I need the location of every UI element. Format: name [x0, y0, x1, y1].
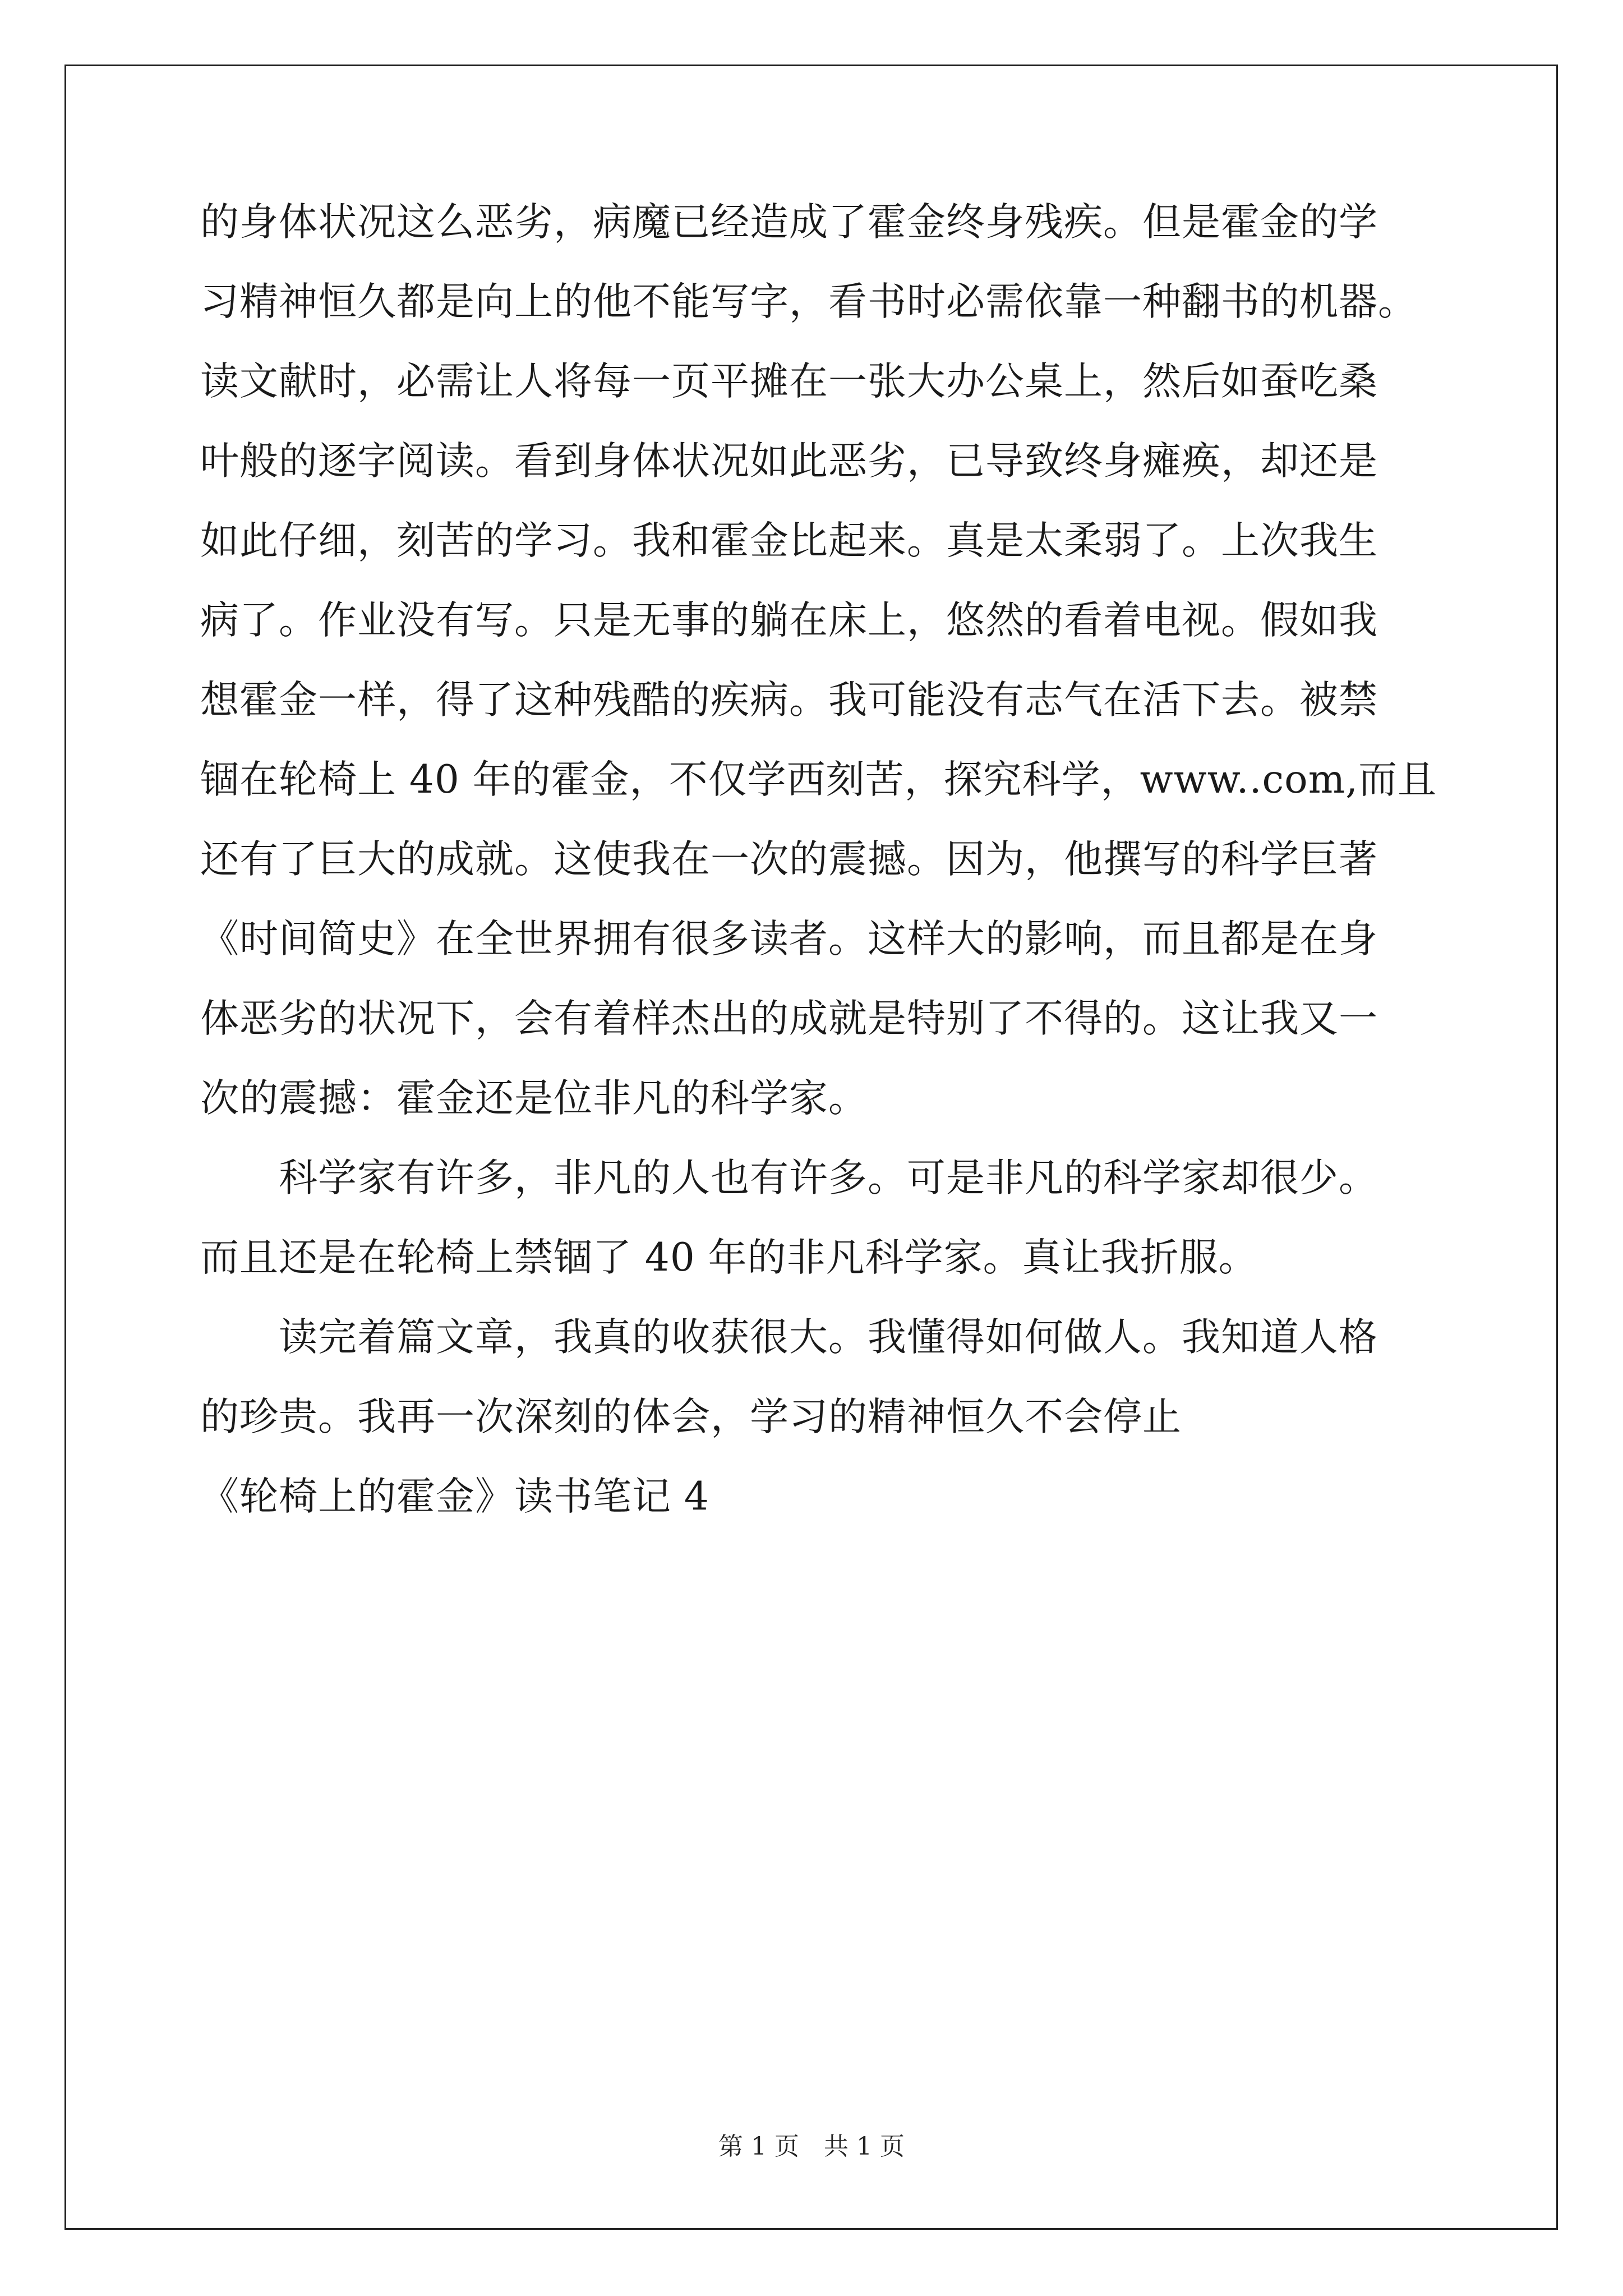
text-line: 病了。作业没有写。只是无事的躺在床上，悠然的看着电视。假如我: [200, 598, 1378, 643]
text-line: 而且还是在轮椅上禁锢了 40 年的非凡科学家。真让我折服。: [200, 1235, 1258, 1280]
text-line: 的珍贵。我再一次深刻的体会，学习的精神恒久不会停止: [200, 1395, 1182, 1439]
page-number-footer: 第 1 页 共 1 页: [718, 2132, 905, 2161]
text-line: 叶般的逐字阅读。看到身体状况如此恶劣，已导致终身瘫痪，却还是: [200, 439, 1378, 484]
text-line: 想霍金一样，得了这种残酷的疾病。我可能没有志气在活下去。被禁: [200, 678, 1378, 723]
document-body: [200, 202, 1445, 1556]
paragraph-start-line: 科学家有许多，非凡的人也有许多。可是非凡的科学家却很少。: [200, 1156, 1378, 1200]
paragraph-start-line: 读完着篇文章，我真的收获很大。我懂得如何做人。我知道人格: [200, 1315, 1378, 1360]
text-line: 的身体状况这么恶劣，病魔已经造成了霍金终身残疾。但是霍金的学: [200, 200, 1378, 245]
text-line: 习精神恒久都是向上的他不能写字，看书时必需依靠一种翻书的机器。: [200, 279, 1417, 324]
text-line: 体恶劣的状况下，会有着样杰出的成就是特别了不得的。这让我又一: [200, 996, 1378, 1041]
text-line: 次的震撼：霍金还是位非凡的科学家。: [200, 1076, 868, 1121]
text-line: 《时间简史》在全世界拥有很多读者。这样大的影响，而且都是在身: [200, 917, 1378, 961]
text-line: 如此仔细，刻苦的学习。我和霍金比起来。真是太柔弱了。上次我生: [200, 518, 1378, 563]
text-line: 锢在轮椅上 40 年的霍金，不仅学西刻苦，探究科学，www..com,而且: [200, 757, 1437, 802]
text-line: 读文献时，必需让人将每一页平摊在一张大办公桌上，然后如蚕吃桑: [200, 359, 1378, 404]
text-line: 还有了巨大的成就。这使我在一次的震撼。因为，他撰写的科学巨著: [200, 837, 1378, 882]
section-heading: 《轮椅上的霍金》读书笔记 4: [200, 1474, 709, 1519]
